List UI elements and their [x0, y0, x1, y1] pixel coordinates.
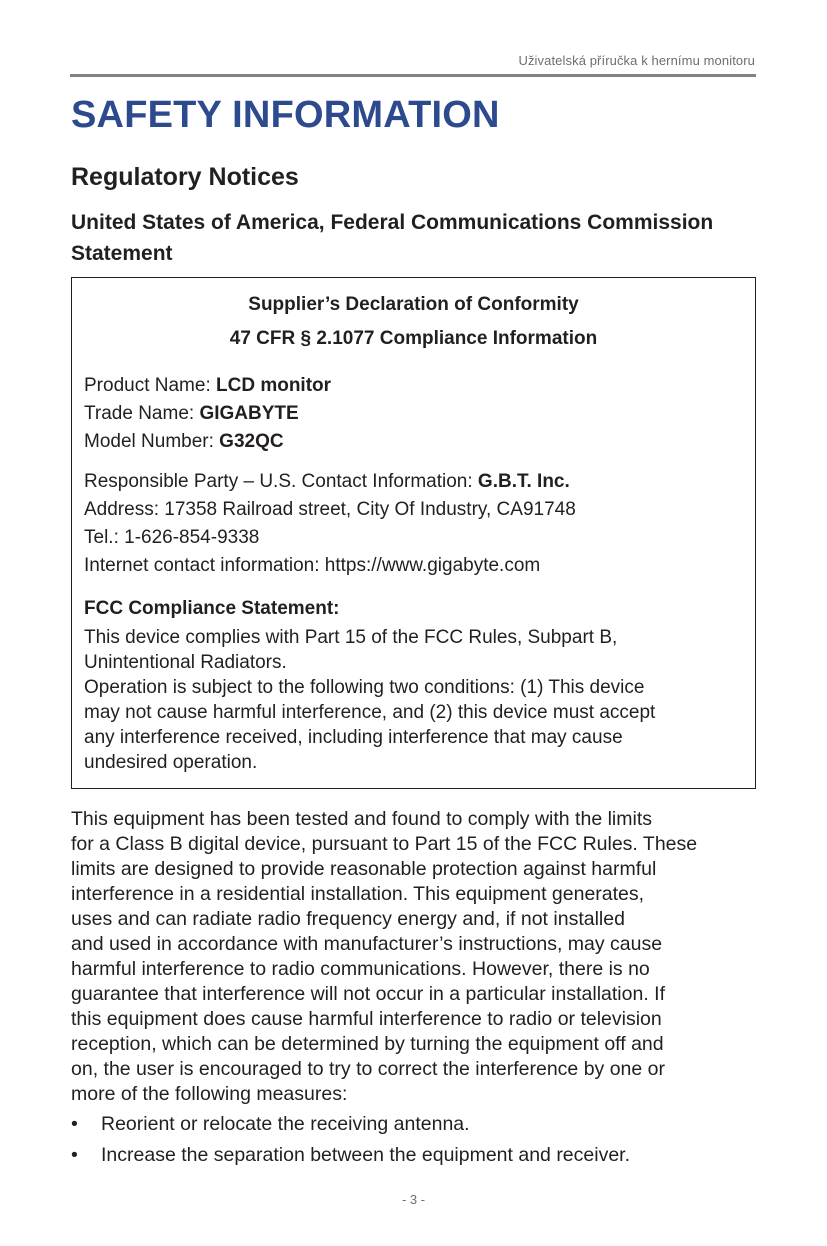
bullet-icon: • [71, 1113, 78, 1135]
compliance-info-title: 47 CFR § 2.1077 Compliance Information [229, 328, 598, 349]
fcc-line: any interference received, including interference that may cause [84, 727, 623, 748]
bullet-icon: • [71, 1144, 78, 1166]
fcc-line: This device complies with Part 15 of the FCC Rules, Subpart B, [84, 627, 618, 648]
section-title: Regulatory Notices [71, 163, 299, 191]
conformity-declaration-box [71, 277, 756, 789]
page-title: SAFETY INFORMATION [71, 94, 500, 136]
trade-name-line: Trade Name: GIGABYTE [84, 403, 299, 424]
model-number-line: Model Number: G32QC [84, 431, 284, 452]
paragraph-line: reception, which can be determined by turning the equipment off and [71, 1033, 664, 1055]
fcc-line: Unintentional Radiators. [84, 652, 287, 673]
paragraph-line: and used in accordance with manufacturer’s instructions, may cause [71, 933, 663, 955]
paragraph-line: uses and can radiate radio frequency energy and, if not installed [71, 908, 625, 930]
fcc-line: may not cause harmful interference, and (2) this device must accept [84, 702, 656, 723]
internet-line: Internet contact information: https://www.gigabyte.com [84, 555, 541, 576]
fcc-line: Operation is subject to the following two conditions: (1) This device [84, 677, 645, 698]
paragraph-line: more of the following measures: [71, 1083, 348, 1105]
address-line: Address: 17358 Railroad street, City Of Industry, CA91748 [84, 499, 576, 520]
declaration-title: Supplier’s Declaration of Conformity [248, 294, 579, 315]
tel-line: Tel.: 1-626-854-9338 [84, 527, 260, 548]
fcc-compliance-heading: FCC Compliance Statement: [84, 598, 340, 619]
page-number: - 3 - [401, 1192, 426, 1207]
fcc-compliance-text [84, 625, 749, 775]
list-item-text: Increase the separation between the equipment and receiver. [101, 1144, 631, 1166]
subsection-title: United States of America, Federal Communications Commission Statement [71, 211, 714, 265]
paragraph-line: this equipment does cause harmful interference to radio or television [71, 1008, 662, 1030]
list-item-text: Reorient or relocate the receiving antenna. [101, 1113, 470, 1135]
fcc-body-paragraph [71, 807, 761, 1107]
paragraph-line: on, the user is encouraged to try to correct the interference by one or [71, 1058, 665, 1080]
paragraph-line: limits are designed to provide reasonable protection against harmful [71, 858, 657, 880]
product-name-line: Product Name: LCD monitor [84, 375, 332, 396]
running-header: Uživatelská příručka k hernímu monitoru [518, 53, 755, 68]
paragraph-line: for a Class B digital device, pursuant to Part 15 of the FCC Rules. These [71, 833, 698, 855]
contact-info [84, 468, 744, 580]
header-divider [70, 74, 756, 77]
responsible-party-line: Responsible Party – U.S. Contact Information: G.B.T. Inc. [84, 471, 570, 492]
paragraph-line: This equipment has been tested and found to comply with the limits [71, 808, 652, 830]
paragraph-line: interference in a residential installation. This equipment generates, [71, 883, 645, 905]
paragraph-line: harmful interference to radio communications. However, there is no [71, 958, 650, 980]
product-info [84, 372, 744, 456]
paragraph-line: guarantee that interference will not occur in a particular installation. If [71, 983, 665, 1005]
fcc-line: undesired operation. [84, 752, 258, 773]
